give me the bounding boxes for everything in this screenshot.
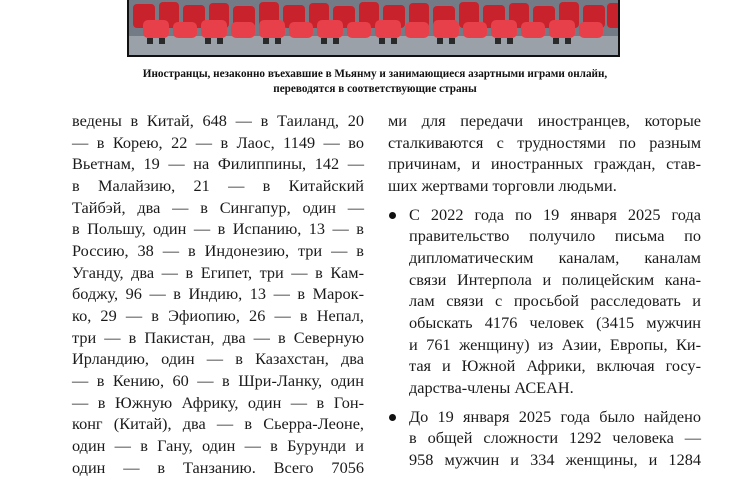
text-line: обыскать 4176 человек (3415 мужчин <box>409 312 701 334</box>
intro-paragraph <box>388 110 701 197</box>
text-line: три — в Пакистан, два — в Северную <box>72 327 364 349</box>
text-line: и 761 женщину) из Азии, Европы, Ки- <box>409 334 701 356</box>
bullet-item-found <box>388 406 701 471</box>
text-line: — в Южную Африку, один — в Гон- <box>72 392 364 414</box>
text-line: 958 мужчин и 334 женщины, и 1284 <box>409 449 701 471</box>
text-line: один — в Танзанию. Всего 7056 <box>72 457 364 478</box>
text-line: в Малайзию, 21 — в Китайский <box>72 175 364 197</box>
left-column <box>72 110 364 478</box>
text-line: боджу, 96 — в Индию, 13 — в Марок- <box>72 283 364 305</box>
text-line: Россию, 38 — в Индонезию, три — в <box>72 240 364 262</box>
right-column <box>388 110 701 471</box>
text-line: в Польшу, один — в Испанию, 13 — в <box>72 218 364 240</box>
group-photo-illustration <box>129 0 620 57</box>
text-line: один — в Гану, один — в Бурунди и <box>72 435 364 457</box>
bullet-icon <box>389 414 396 421</box>
text-line: До 19 января 2025 года было найдено <box>409 406 701 428</box>
text-line: ведены в Китай, 648 — в Таиланд, 20 <box>72 110 364 132</box>
text-line: тая и Южной Африки, включая госу- <box>409 355 701 377</box>
text-line: Ирландию, один — в Казахстан, два <box>72 348 364 370</box>
text-line: — в Кению, 60 — в Шри-Ланку, один <box>72 370 364 392</box>
caption-line: Иностранцы, незаконно въехавшие в Мьянму и занимающиеся азартными играми онлайн, <box>60 67 690 82</box>
text-line: Тайбэй, два — в Сингапур, один — <box>72 197 364 219</box>
text-line: причинам, и иностранных граждан, став- <box>388 153 701 175</box>
bullet-icon <box>389 212 396 219</box>
text-line: дарства-члены АСЕАН. <box>409 377 701 399</box>
text-line: лам связи с просьбой расследовать и <box>409 290 701 312</box>
text-line: Уганду, два — в Египет, три — в Кам- <box>72 262 364 284</box>
text-line: связи Интерпола и полицейским кана- <box>409 269 701 291</box>
text-line: дипломатическим каналам, каналам <box>409 247 701 269</box>
text-line: С 2022 года по 19 января 2025 года <box>409 204 701 226</box>
text-line: ших жертвами торговли людьми. <box>388 175 701 197</box>
text-line: правительство получило письма по <box>409 225 701 247</box>
text-line: конг (Китай), два — в Сьерра-Леоне, <box>72 413 364 435</box>
text-line: ми для передачи иностранцев, которые <box>388 110 701 132</box>
group-photo <box>127 0 620 57</box>
bullet-item-requests <box>388 204 701 399</box>
text-line: — в Корею, 22 — в Лаос, 1149 — во <box>72 132 364 154</box>
text-line: ко, 29 — в Эфиопию, 26 — в Непал, <box>72 305 364 327</box>
caption-line: переводятся в соответствующие страны <box>60 82 690 97</box>
text-line: Вьетнам, 19 — на Филиппины, 142 — <box>72 153 364 175</box>
text-line: сталкиваются с трудностями по разным <box>388 132 701 154</box>
text-line: в общей сложности 1292 человека — <box>409 427 701 449</box>
photo-caption <box>60 67 690 97</box>
